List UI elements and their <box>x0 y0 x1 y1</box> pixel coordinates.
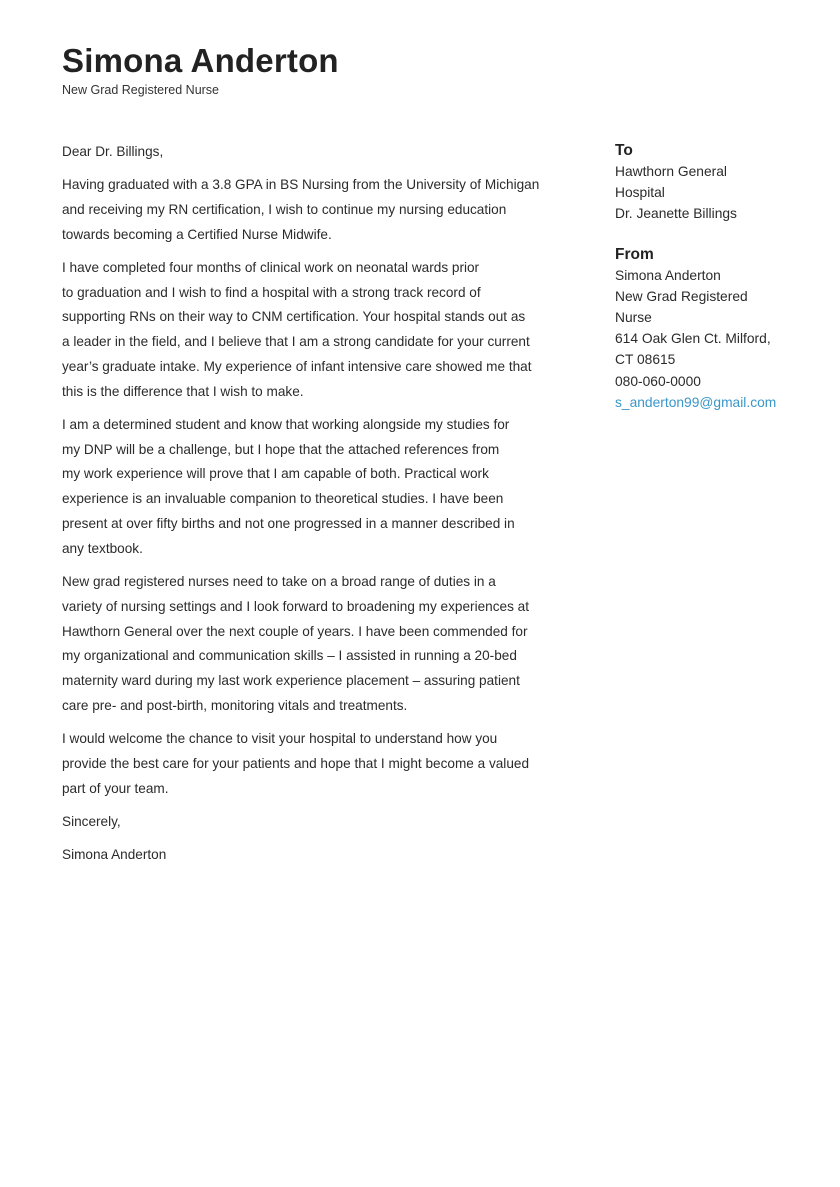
text-line: my organizational and communication skills – I assisted in running a 20-bed <box>62 648 517 664</box>
from-line: New Grad Registered <box>615 288 748 304</box>
text-line: part of your team. <box>62 780 169 796</box>
from-line: 080-060-0000 <box>615 373 701 389</box>
letter-paragraph <box>62 173 562 247</box>
text-line: provide the best care for your patients and hope that I might become a valued <box>62 755 530 771</box>
from-heading: From <box>615 245 654 263</box>
text-line: Simona Anderton <box>62 846 167 862</box>
text-line: my DNP will be a challenge, but I hope that the attached references from <box>62 441 500 457</box>
applicant-name: Simona Anderton <box>62 42 339 79</box>
text-line: Having graduated with a 3.8 GPA in BS Nursing from the University of Michigan <box>62 177 540 193</box>
applicant-title: New Grad Registered Nurse <box>62 83 220 97</box>
text-line: present at over fifty births and not one progressed in a manner described in <box>62 516 515 532</box>
closing <box>62 810 562 835</box>
letter-paragraph <box>62 727 562 801</box>
to-heading: To <box>615 142 633 159</box>
recipient-block <box>615 140 825 225</box>
to-line: Dr. Jeanette Billings <box>615 206 737 222</box>
from-line: CT 08615 <box>615 352 676 368</box>
text-line: towards becoming a Certified Nurse Midwife. <box>62 226 332 242</box>
from-line: Nurse <box>615 310 652 326</box>
contact-sidebar <box>615 140 825 432</box>
from-line: 614 Oak Glen Ct. Milford, <box>615 331 771 347</box>
text-line: Sincerely, <box>62 813 121 829</box>
letter-paragraph <box>62 256 562 405</box>
text-line: variety of nursing settings and I look forward to broadening my experiences at <box>62 598 529 614</box>
text-line: maternity ward during my last work experience placement – assuring patient <box>62 673 520 689</box>
signature <box>62 843 562 868</box>
to-line: Hospital <box>615 185 665 201</box>
text-line: this is the difference that I wish to make. <box>62 383 304 399</box>
text-line: Hawthorn General over the next couple of years. I have been commended for <box>62 623 528 639</box>
salutation <box>62 140 562 165</box>
text-line: and receiving my RN certification, I wish to continue my nursing education <box>62 201 507 217</box>
text-line: experience is an invaluable companion to theoretical studies. I have been <box>62 491 504 507</box>
from-line: Simona Anderton <box>615 267 721 283</box>
text-line: I am a determined student and know that working alongside my studies for <box>62 416 510 432</box>
text-line: any textbook. <box>62 540 143 556</box>
letter-paragraph <box>62 413 562 562</box>
text-line: New grad registered nurses need to take on a broad range of duties in a <box>62 573 496 589</box>
text-line: my work experience will prove that I am capable of both. Practical work <box>62 466 489 482</box>
email-link[interactable]: s_anderton99@gmail.com <box>615 394 777 410</box>
sender-block <box>615 244 825 413</box>
letter-body <box>62 140 562 876</box>
to-line: Hawthorn General <box>615 164 727 179</box>
text-line: care pre- and post-birth, monitoring vitals and treatments. <box>62 697 408 713</box>
text-line: a leader in the field, and I believe that I am a strong candidate for your current <box>62 334 530 350</box>
text-line: Dear Dr. Billings, <box>62 144 164 159</box>
text-line: I would welcome the chance to visit your hospital to understand how you <box>62 731 498 747</box>
text-line: I have completed four months of clinical work on neonatal wards prior <box>62 259 480 275</box>
text-line: supporting RNs on their way to CNM certification. Your hospital stands out as <box>62 309 526 325</box>
letter-paragraph <box>62 570 562 719</box>
text-line: year’s graduate intake. My experience of infant intensive care showed me that <box>62 358 532 374</box>
text-line: to graduation and I wish to find a hospital with a strong track record of <box>62 284 481 300</box>
